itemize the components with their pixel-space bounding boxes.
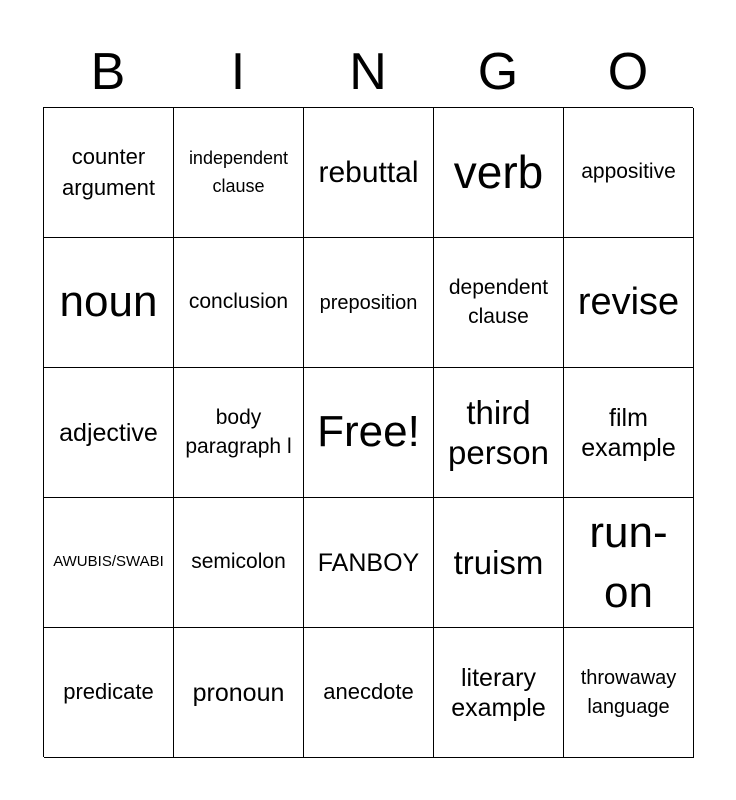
bingo-cell-r4-c4[interactable] xyxy=(434,498,564,628)
header-letter-g: G xyxy=(477,43,519,101)
bingo-cell-r1-c3[interactable] xyxy=(304,108,434,238)
bingo-header xyxy=(43,36,693,108)
bingo-cell-r5-c2[interactable] xyxy=(174,628,304,758)
cell-label: anecdote xyxy=(323,679,414,705)
bingo-cell-r3-c3[interactable] xyxy=(304,368,434,498)
bingo-cell-r4-c1[interactable] xyxy=(44,498,174,628)
cell-label: pronoun xyxy=(192,678,285,707)
bingo-cell-r2-c4[interactable] xyxy=(434,238,564,368)
bingo-cell-r4-c2[interactable] xyxy=(174,498,304,628)
cell-label: independent clause xyxy=(188,147,289,196)
cell-label: FANBOY xyxy=(317,548,420,577)
bingo-cell-r1-c1[interactable] xyxy=(44,108,174,238)
cell-label: appositive xyxy=(581,160,676,184)
bingo-cell-r4-c3[interactable] xyxy=(304,498,434,628)
cell-label: Free! xyxy=(317,407,420,457)
cell-label: truism xyxy=(453,543,544,581)
cell-label: preposition xyxy=(319,291,418,314)
cell-label: revise xyxy=(577,280,680,323)
bingo-board xyxy=(43,107,693,757)
cell-label: throwaway language xyxy=(580,666,677,718)
cell-label: adjective xyxy=(59,418,158,447)
bingo-cell-r5-c5[interactable] xyxy=(564,628,694,758)
bingo-cell-r5-c1[interactable] xyxy=(44,628,174,758)
cell-label: rebuttal xyxy=(318,155,419,189)
header-letter-o: O xyxy=(607,43,649,101)
cell-label: literary example xyxy=(451,663,546,722)
cell-label: third person xyxy=(448,393,549,471)
bingo-cell-r3-c5[interactable] xyxy=(564,368,694,498)
bingo-cell-r4-c5[interactable] xyxy=(564,498,694,628)
cell-label: predicate xyxy=(63,679,154,705)
bingo-cell-r5-c3[interactable] xyxy=(304,628,434,758)
header-letter-n: N xyxy=(349,43,387,101)
bingo-cell-r2-c3[interactable] xyxy=(304,238,434,368)
bingo-cell-r3-c2[interactable] xyxy=(174,368,304,498)
cell-label: verb xyxy=(453,145,544,198)
bingo-cell-r1-c2[interactable] xyxy=(174,108,304,238)
bingo-cell-r5-c4[interactable] xyxy=(434,628,564,758)
cell-label: dependent clause xyxy=(448,276,549,328)
bingo-cell-r3-c1[interactable] xyxy=(44,368,174,498)
bingo-cell-r2-c1[interactable] xyxy=(44,238,174,368)
cell-label: run-on xyxy=(589,508,668,617)
cell-label: semicolon xyxy=(191,550,286,574)
header-letter-i: I xyxy=(230,43,246,101)
cell-label: conclusion xyxy=(188,290,289,314)
cell-label: noun xyxy=(59,277,158,327)
header-letter-b: B xyxy=(90,43,126,101)
bingo-cell-r3-c4[interactable] xyxy=(434,368,564,498)
bingo-cell-r1-c5[interactable] xyxy=(564,108,694,238)
bingo-cell-r2-c5[interactable] xyxy=(564,238,694,368)
cell-label: counter argument xyxy=(62,143,155,200)
cell-label: body paragraph l xyxy=(185,406,292,458)
cell-label: AWUBIS/SWABI xyxy=(53,553,164,571)
bingo-cell-r2-c2[interactable] xyxy=(174,238,304,368)
cell-label: film example xyxy=(581,403,676,462)
bingo-cell-r1-c4[interactable] xyxy=(434,108,564,238)
